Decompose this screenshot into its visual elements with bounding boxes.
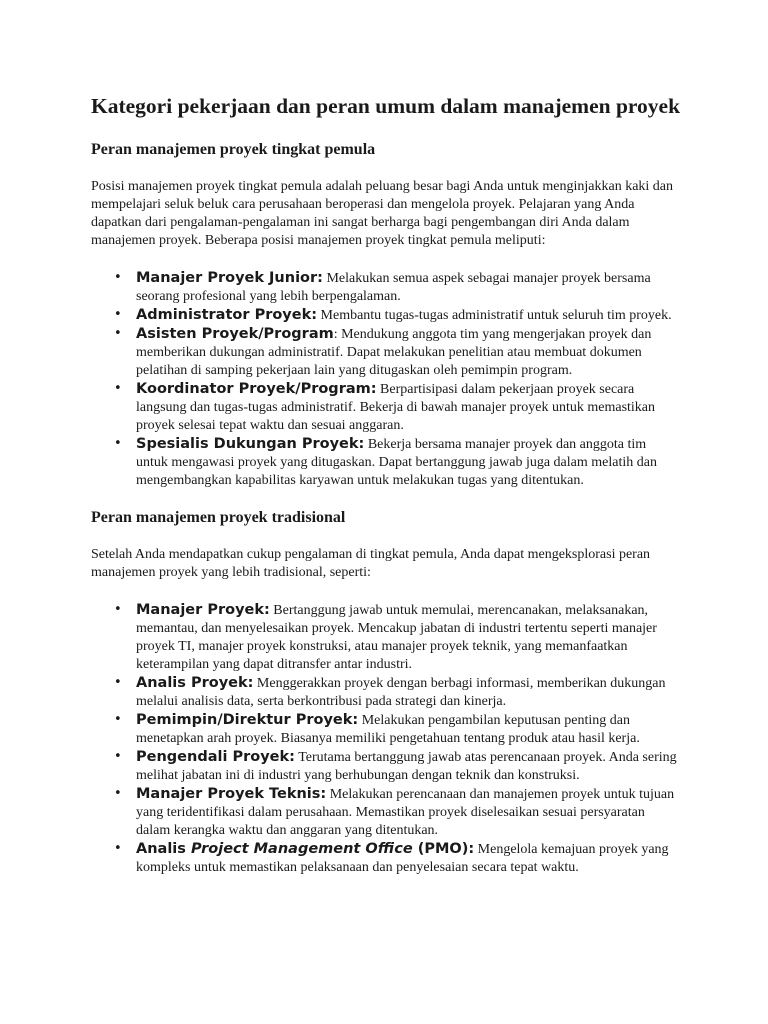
role-term: Asisten Proyek/Program: [136, 326, 334, 342]
section-intro-traditional: Setelah Anda mendapatkan cukup pengalaman di tingkat pemula, Anda dapat mengeksplorasi peran manajemen proyek yang lebih tradisional, seperti:: [91, 547, 651, 580]
role-description: Melakukan semua aspek sebagai manajer proyek bersama seorang profesional yang lebih berpengalaman.: [136, 271, 651, 304]
role-description: Melakukan perencanaan dan manajemen proyek untuk tujuan yang teridentifikasi dalam perusahaan. Memastikan proyek diselesaikan sesuai persyaratan dalam kerangka waktu dan anggaran yang ditentukan.: [136, 787, 675, 838]
list-item: [136, 380, 681, 435]
role-term: Pengendali Proyek:: [136, 749, 295, 765]
role-description: Terutama bertanggung jawab atas perencanaan proyek. Anda sering melihat jabatan ini di industri yang berhubungan dengan teknik dan konstruksi.: [136, 750, 677, 783]
list-item: [136, 748, 681, 785]
role-term: Pemimpin/Direktur Proyek:: [136, 712, 359, 728]
list-item: [136, 601, 681, 674]
role-description: Menggerakkan proyek dengan berbagi informasi, memberikan dukungan melalui analisis data, serta berkontribusi pada strategi dan kinerja.: [136, 676, 666, 709]
role-term: Spesialis Dukungan Proyek:: [136, 436, 365, 452]
traditional-roles-list: [91, 601, 681, 877]
list-item: [136, 674, 681, 711]
role-term-part: Analis: [136, 841, 191, 857]
page-title: Kategori pekerjaan dan peran umum dalam manajemen proyek: [91, 94, 681, 118]
role-term: Administrator Proyek:: [136, 307, 318, 323]
role-term: Manajer Proyek Junior:: [136, 270, 323, 286]
role-term: Koordinator Proyek/Program:: [136, 381, 377, 397]
section-intro-entry-level: Posisi manajemen proyek tingkat pemula adalah peluang besar bagi Anda untuk menginjakkan kaki dan mempelajari seluk beluk cara perusahaan beroperasi dan mengelola proyek. Pelajaran yang Anda dapatkan dari pengalaman-pengalaman ini sangat berharga bagi pengembangan diri Anda dalam manajemen proyek. Beberapa posisi manajemen proyek tingkat pemula meliputi:: [91, 179, 674, 248]
role-description: Mengelola kemajuan proyek yang kompleks untuk memastikan pelaksanaan dan penyelesaian secara tepat waktu.: [136, 842, 669, 875]
role-description: Melakukan pengambilan keputusan penting dan menetapkan arah proyek. Biasanya memiliki pengetahuan tentang produk atau hasil kerja.: [136, 713, 640, 746]
role-description: Bertanggung jawab untuk memulai, merencanakan, melaksanakan, memantau, dan menyelesaikan proyek. Mencakup jabatan di industri tertentu seperti manajer proyek TI, manajer proyek konstruksi, atau manajer proyek teknik, yang memanfaatkan keterampilan yang dapat ditransfer antar industri.: [136, 603, 657, 672]
role-description: Membantu tugas-tugas administratif untuk seluruh tim proyek.: [317, 308, 672, 323]
entry-level-roles-list: [91, 269, 681, 490]
role-description: Bekerja bersama manajer proyek dan anggota tim untuk mengawasi proyek yang ditugaskan. Dapat bertanggung jawab juga dalam melatih dan mengembangkan kapabilitas karyawan untuk melakukan tugas yang ditentukan.: [136, 437, 657, 488]
document-page: [91, 93, 681, 895]
list-item: [136, 711, 681, 748]
role-description: : Mendukung anggota tim yang mengerjakan proyek dan memberikan dukungan administratif. Dapat melakukan penelitian atau membuat dokumen pelatihan di samping pekerjaan lain yang ditugaskan oleh pemimpin program.: [136, 327, 652, 378]
role-term-part: (PMO):: [412, 841, 475, 857]
list-item: [136, 325, 681, 380]
list-item: [136, 306, 681, 325]
list-item: [136, 269, 681, 306]
list-item: [136, 785, 681, 840]
role-term: Manajer Proyek Teknis:: [136, 786, 327, 802]
role-term: Manajer Proyek:: [136, 602, 270, 618]
section-heading-entry-level: Peran manajemen proyek tingkat pemula: [91, 141, 376, 158]
role-description: Berpartisipasi dalam pekerjaan proyek secara langsung dan tugas-tugas administratif. Bekerja di bawah manajer proyek untuk memastikan proyek selesai tepat waktu dan sesuai anggaran.: [136, 382, 656, 433]
list-item: [136, 435, 681, 490]
role-term-italic: Project Management Office: [190, 841, 413, 857]
role-term: Analis Proyek:: [136, 675, 254, 691]
list-item: [136, 840, 681, 877]
section-heading-traditional: Peran manajemen proyek tradisional: [91, 509, 346, 526]
role-term: [136, 841, 474, 857]
